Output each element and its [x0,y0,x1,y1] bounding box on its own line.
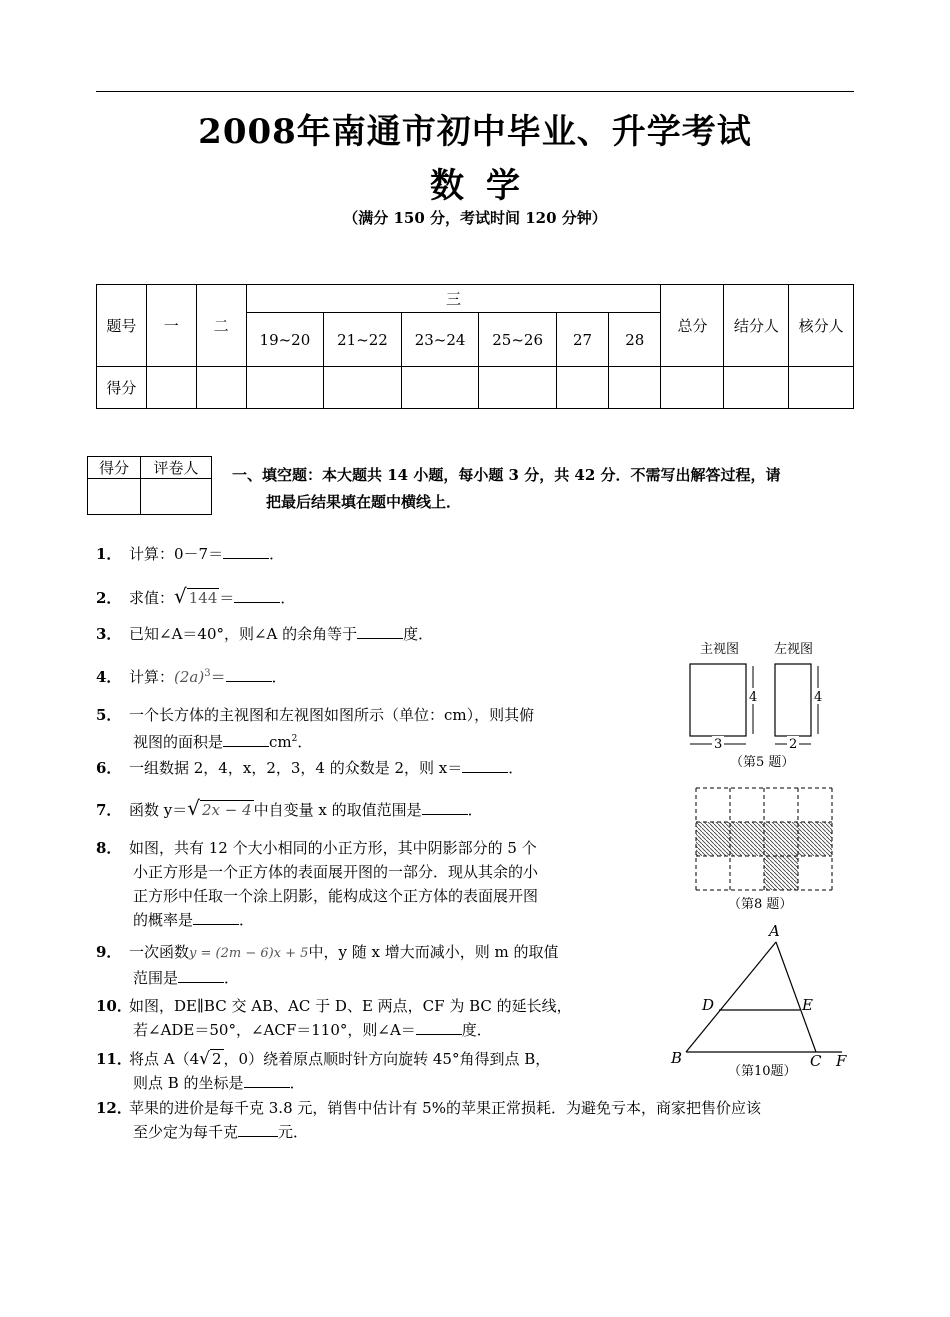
question-number: 5． [96,706,122,724]
front-view-rect [690,664,746,736]
sqrt-symbol: √ [199,1049,210,1069]
unit: cm [269,733,292,751]
question-end: ． [289,1074,305,1092]
col-one: 一 [146,285,196,367]
figure-10 [664,920,854,1084]
shaded-square [764,856,798,890]
question-text: 中自变量 x 的取值范围是 [253,801,422,819]
radicand: 144 [188,589,218,607]
question-1 [96,542,284,566]
answer-blank[interactable] [357,622,403,639]
label-E: E [802,996,813,1014]
question-number: 10． [96,997,132,1015]
answer-blank[interactable] [238,1120,278,1137]
shaded-square [730,822,764,856]
question-end: 元． [278,1123,309,1141]
question-number: 6． [96,759,122,777]
grader-box [87,456,212,515]
answer-blank[interactable] [422,798,468,815]
question-end: ． [224,969,240,987]
grader-reviewer-cell[interactable] [141,479,212,515]
question-12 [96,1096,866,1144]
label-F: F [836,1052,847,1070]
question-text: 苹果的进价是每千克 3.8 元，销售中估计有 5%的苹果正常损耗．为避免亏本，商家把售价应该 [129,1099,761,1117]
col-two: 二 [196,285,246,367]
question-text: 函数 y＝ [129,801,188,819]
score-cell[interactable] [401,367,479,409]
grader-score-cell[interactable] [88,479,141,515]
front-view-label: 主视图 [700,642,740,657]
question-text: 一个长方体的主视图和左视图如图所示（单位：cm），则其俯 [129,706,535,724]
sub-col: 19~20 [246,313,324,367]
sub-col: 28 [609,313,661,367]
question-text: 求值： [129,589,175,607]
question-text: 如图，DE∥BC 交 AB、AC 于 D、E 两点，CF 为 BC 的延长线， [129,997,572,1015]
score-cell[interactable] [196,367,246,409]
figure-5 [680,636,840,776]
shaded-square [798,822,832,856]
radicand: 2x − 4 [202,801,252,819]
question-11 [96,1047,550,1095]
exam-note: （满分 150 分，考试时间 120 分钟） [343,209,607,227]
col-check: 核分人 [789,285,854,367]
math-exponent: 3 [204,668,211,679]
label-A: A [769,922,780,940]
shaded-square [764,822,798,856]
shaded-square [696,822,730,856]
question-text: 一次函数 [129,943,190,961]
figure-caption: （第8 题） [728,897,793,912]
answer-blank[interactable] [244,1071,290,1088]
question-end: ． [508,759,524,777]
answer-blank[interactable] [416,1018,462,1035]
left-height-label: 4 [814,690,823,705]
question-2 [96,584,295,610]
grader-reviewer-label: 评卷人 [141,457,212,479]
question-text: 则点 B 的坐标是 [133,1074,244,1092]
question-text: 视图的面积是 [133,733,224,751]
math-expr: (2a) [174,668,205,686]
question-number: 4． [96,668,122,686]
top-rule [96,91,854,92]
answer-blank[interactable] [223,542,269,559]
col-three: 三 [246,285,661,313]
answer-blank[interactable] [223,730,269,747]
score-cell[interactable] [479,367,557,409]
page-title: 2008年南通市初中毕业、升学考试 [198,112,752,152]
answer-blank[interactable] [462,756,508,773]
question-end: ． [280,589,296,607]
left-width-label: 2 [789,737,798,752]
sub-col: 21~22 [324,313,402,367]
sqrt-symbol: √ [187,796,200,820]
score-cell[interactable] [724,367,789,409]
question-end: 度． [461,1021,492,1039]
question-number: 8． [96,839,122,857]
label-D: D [702,996,715,1014]
question-end: 度． [403,625,434,643]
question-text: ，0）绕着原点顺时针方向旋转 45°角得到点 B， [223,1050,551,1068]
figure-caption: （第5 题） [730,755,795,770]
question-number: 1． [96,545,122,563]
math-expr: y = (2m − 6)x + 5 [189,946,309,961]
question-5 [96,703,534,754]
question-text: 正方形中任取一个涂上阴影，能构成这个正方体的表面展开图 [133,887,539,905]
front-height-label: 4 [749,690,758,705]
question-9 [96,940,558,990]
score-cell[interactable] [146,367,196,409]
question-8 [96,836,538,932]
question-text: 中，y 随 x 增大而减小，则 m 的取值 [308,943,559,961]
question-number: 12． [96,1099,132,1117]
question-text: ＝ [210,668,226,686]
question-text: 如图，共有 12 个大小相同的小正方形，其中阴影部分的 5 个 [129,839,537,857]
answer-blank[interactable] [226,665,272,682]
answer-blank[interactable] [178,966,224,983]
section-heading [232,462,856,516]
question-text: 的概率是 [133,911,194,929]
answer-blank[interactable] [193,908,239,925]
question-text: 将点 A（4 [129,1050,200,1068]
question-3 [96,622,433,646]
question-text: 一组数据 2，4，x，2，3，4 的众数是 2，则 x＝ [129,759,463,777]
question-text: 范围是 [133,969,179,987]
col-total: 总分 [661,285,724,367]
question-text: 计算：0－7＝ [129,545,224,563]
front-width-label: 3 [714,737,723,752]
subject-title: 数学 [430,166,542,206]
score-cell[interactable] [556,367,608,409]
section-line1: 一、填空题：本大题共 14 小题，每小题 3 分，共 42 分．不需写出解答过程，请 [232,466,781,484]
question-4 [96,662,287,689]
figure-caption: （第10题） [728,1064,797,1079]
sub-col: 23~24 [401,313,479,367]
answer-blank[interactable] [234,586,280,603]
question-end: ． [467,801,483,819]
label-C: C [810,1052,822,1070]
sub-col: 27 [556,313,608,367]
question-end: ． [239,911,255,929]
question-end: ． [269,545,285,563]
label-B: B [671,1049,683,1067]
question-text: 若∠ADE＝50°，∠ACF＝110°，则∠A＝ [133,1021,416,1039]
sqrt-symbol: √ [174,584,187,608]
question-text: 至少定为每千克 [133,1123,239,1141]
sub-col: 25~26 [479,313,557,367]
grader-score-label: 得分 [88,457,141,479]
segment-AB [686,942,776,1052]
unit-exponent: 2 [291,734,298,744]
question-6 [96,756,523,780]
figure-8 [690,784,840,916]
row-label-score: 得分 [97,367,147,409]
question-7 [96,796,483,822]
left-view-label: 左视图 [774,642,814,657]
left-view-rect [775,664,811,736]
question-end: ． [297,733,313,751]
section-line2: 把最后结果填在题中横线上． [266,493,462,511]
score-cell[interactable] [789,367,854,409]
question-end: ． [271,668,287,686]
score-cell[interactable] [246,367,324,409]
score-table [96,284,854,409]
question-number: 2． [96,589,122,607]
score-cell[interactable] [324,367,402,409]
question-number: 11． [96,1050,132,1068]
question-text: 计算： [129,668,175,686]
radicand: 2 [212,1050,222,1068]
question-number: 3． [96,625,122,643]
score-cell[interactable] [661,367,724,409]
question-text: ＝ [219,589,235,607]
question-text: 已知∠A＝40°，则∠A 的余角等于 [129,625,358,643]
question-number: 9． [96,943,122,961]
question-text: 小正方形是一个正方体的表面展开图的一部分．现从其余的小 [133,863,539,881]
score-cell[interactable] [609,367,661,409]
col-tally: 结分人 [724,285,789,367]
row-label-number: 题号 [97,285,147,367]
question-number: 7． [96,801,122,819]
question-10 [96,994,572,1042]
